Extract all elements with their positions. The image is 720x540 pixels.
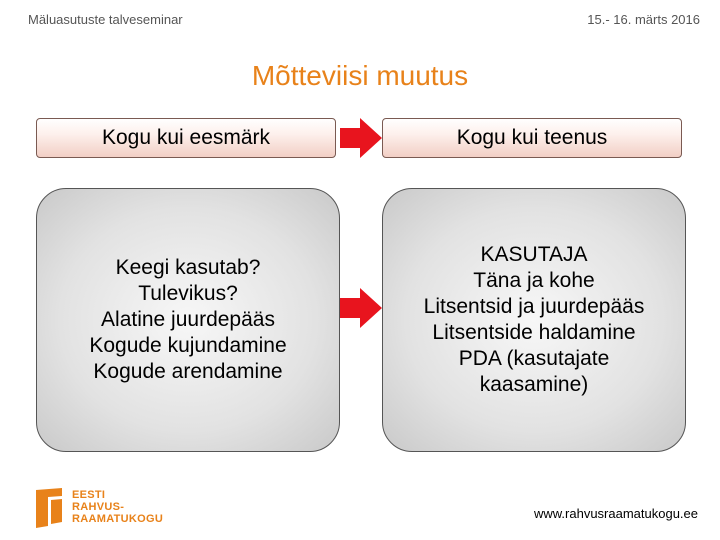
right-item: kaasamine)	[479, 373, 589, 396]
left-item: Alatine juurdepääs	[101, 308, 275, 331]
header-event-date: 15.- 16. märts 2016	[587, 12, 700, 27]
left-item: Kogude arendamine	[93, 360, 283, 383]
right-item: PDA (kasutajate	[458, 347, 610, 370]
left-content-box	[36, 188, 340, 452]
right-content-box	[382, 188, 686, 452]
library-logo-text: EESTI RAHVUS- RAAMATUKOGU	[72, 489, 164, 525]
right-item: Täna ja kohe	[473, 269, 595, 292]
left-banner: Kogu kui eesmärk	[36, 118, 336, 158]
header-event-name: Mäluasutuste talveseminar	[28, 12, 183, 27]
right-arrow-icon	[340, 118, 382, 158]
library-logo	[34, 486, 163, 528]
left-item: Keegi kasutab?	[115, 256, 261, 279]
right-arrow-icon	[340, 288, 382, 328]
right-item: Litsentside haldamine	[432, 321, 636, 344]
slide-title: Mõtteviisi muutus	[251, 60, 469, 91]
left-item: Tulevikus?	[138, 282, 238, 305]
right-item: Litsentsid ja juurdepääs	[423, 295, 645, 318]
right-item: KASUTAJA	[480, 243, 588, 266]
left-item: Kogude kujundamine	[89, 334, 287, 357]
library-logo-icon	[34, 486, 64, 528]
website-link[interactable]: www.rahvusraamatukogu.ee	[533, 506, 698, 521]
right-banner: Kogu kui teenus	[382, 118, 682, 158]
